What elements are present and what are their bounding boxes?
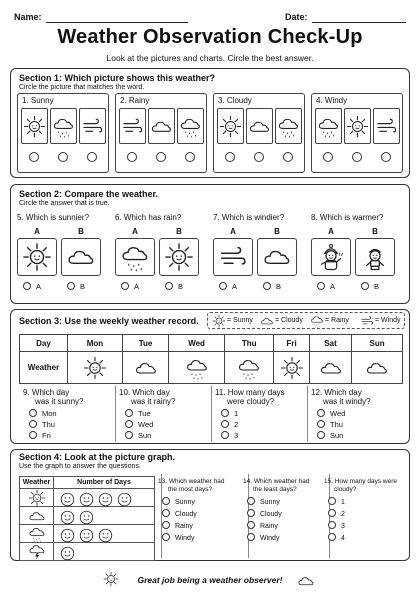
answer-bubble[interactable] bbox=[225, 152, 235, 162]
smiley-face-icon bbox=[79, 510, 94, 525]
footer-cloud-icon bbox=[297, 572, 315, 590]
answer-option[interactable] bbox=[247, 497, 280, 506]
legend-label: = Rainy bbox=[325, 317, 349, 324]
answer-bubble[interactable] bbox=[328, 509, 336, 517]
cloud-icon bbox=[150, 115, 173, 138]
graph-row-weather bbox=[20, 507, 54, 525]
choice-b-option[interactable] bbox=[361, 282, 379, 291]
choice-a-picture[interactable] bbox=[311, 238, 351, 276]
choice-a-letter: A bbox=[230, 227, 236, 236]
choice-b-option[interactable] bbox=[67, 282, 85, 291]
rain-icon bbox=[52, 115, 75, 138]
section-4-title: Section 4: Look at the picture graph. bbox=[19, 452, 176, 462]
wind-icon bbox=[375, 115, 398, 138]
record-question-line1: 9. Which day bbox=[23, 388, 70, 397]
graph-row-count bbox=[54, 543, 155, 561]
choice-a-text: A bbox=[134, 282, 140, 291]
compare-question: 5. Which is sunnier? bbox=[17, 213, 90, 222]
graph-row-weather bbox=[20, 543, 54, 561]
answer-bubble[interactable] bbox=[317, 409, 325, 417]
section-1 bbox=[10, 68, 410, 178]
answer-option[interactable] bbox=[317, 409, 345, 418]
rain-icon bbox=[120, 242, 150, 272]
answer-option-text: Mon bbox=[42, 409, 57, 418]
answer-bubble[interactable] bbox=[125, 431, 133, 439]
rain-icon bbox=[28, 525, 46, 543]
answer-bubble[interactable] bbox=[87, 152, 97, 162]
answer-option-text: Sunny bbox=[175, 499, 195, 506]
picture-choice[interactable] bbox=[50, 108, 77, 144]
choice-a-letter: A bbox=[34, 227, 40, 236]
sun-icon bbox=[346, 115, 369, 138]
section-2-subtitle: Circle the answer that is true. bbox=[19, 200, 110, 207]
picture-choice[interactable] bbox=[246, 108, 273, 144]
section-1-title: Section 1: Which picture shows this weather? bbox=[19, 73, 216, 83]
answer-option-text: Wed bbox=[330, 409, 346, 418]
section-4-subtitle: Use the graph to answer the questions. bbox=[19, 463, 141, 470]
choice-b-picture[interactable] bbox=[61, 238, 101, 276]
answer-option-text: Tue bbox=[138, 409, 151, 418]
weather-cell bbox=[122, 352, 168, 384]
answer-option[interactable] bbox=[328, 509, 345, 518]
section-2-title: Section 2: Compare the weather. bbox=[19, 189, 159, 199]
match-card bbox=[213, 93, 305, 173]
answer-bubble[interactable] bbox=[254, 152, 264, 162]
section-3 bbox=[10, 309, 410, 444]
picture-choice[interactable] bbox=[21, 108, 48, 144]
section-3-title: Section 3: Use the weekly weather record. bbox=[19, 316, 199, 326]
choice-b-letter: B bbox=[274, 227, 280, 236]
match-card bbox=[17, 93, 109, 173]
picture-choice[interactable] bbox=[148, 108, 175, 144]
choice-b-option[interactable] bbox=[263, 282, 281, 291]
graph-row-count bbox=[54, 525, 155, 543]
graph-question-line: the least days? bbox=[253, 486, 297, 493]
cloud-icon bbox=[319, 356, 343, 380]
answer-bubble[interactable] bbox=[247, 533, 255, 541]
legend-label: = Cloudy bbox=[275, 317, 303, 324]
graph-question-line: 15. How many days were bbox=[324, 478, 397, 485]
date-label: Date: bbox=[285, 12, 308, 22]
answer-option[interactable] bbox=[125, 409, 151, 418]
choice-a-option[interactable] bbox=[121, 282, 139, 291]
choice-b-text: B bbox=[178, 282, 184, 291]
answer-bubble[interactable] bbox=[156, 152, 166, 162]
picture-choice[interactable] bbox=[217, 108, 244, 144]
answer-option[interactable] bbox=[125, 420, 153, 429]
record-question-line2: was it windy? bbox=[323, 397, 371, 406]
answer-bubble[interactable] bbox=[361, 282, 369, 290]
wind-icon bbox=[218, 242, 248, 272]
answer-option[interactable] bbox=[317, 420, 343, 429]
answer-option[interactable] bbox=[317, 431, 343, 440]
graph-question-line: the most days? bbox=[168, 486, 213, 493]
picture-choice[interactable] bbox=[119, 108, 146, 144]
answer-option[interactable] bbox=[221, 420, 238, 429]
answer-option-text: Wed bbox=[138, 420, 154, 429]
name-line[interactable] bbox=[46, 22, 188, 23]
answer-option[interactable] bbox=[328, 521, 345, 530]
graph-row-weather bbox=[20, 489, 54, 507]
section-4 bbox=[10, 449, 410, 561]
sun-icon bbox=[280, 356, 304, 380]
sun-icon bbox=[23, 115, 46, 138]
choice-b-picture[interactable] bbox=[257, 238, 297, 276]
footer-message: Great job being a weather observer! bbox=[137, 575, 283, 585]
date-line[interactable] bbox=[312, 22, 406, 23]
match-card-label: 1. Sunny bbox=[22, 96, 54, 105]
sun-icon bbox=[28, 489, 46, 507]
weather-cell bbox=[68, 352, 123, 384]
answer-option-text: Fri bbox=[42, 431, 51, 440]
record-question-line2: were cloudy? bbox=[227, 397, 275, 406]
compare-question: 6. Which has rain? bbox=[115, 213, 182, 222]
compare-question: 8. Which is warmer? bbox=[311, 213, 384, 222]
choice-b-letter: B bbox=[372, 227, 378, 236]
choice-a-picture[interactable] bbox=[115, 238, 155, 276]
choice-b-letter: B bbox=[176, 227, 182, 236]
answer-bubble[interactable] bbox=[352, 152, 362, 162]
answer-bubble[interactable] bbox=[317, 431, 325, 439]
picture-choice[interactable] bbox=[344, 108, 371, 144]
answer-bubble[interactable] bbox=[29, 420, 37, 428]
choice-b-picture[interactable] bbox=[159, 238, 199, 276]
answer-option-text: Windy bbox=[260, 535, 280, 542]
answer-option[interactable] bbox=[29, 431, 51, 440]
answer-option-text: 2 bbox=[234, 420, 239, 429]
answer-option[interactable] bbox=[29, 409, 57, 418]
smiley-face-icon bbox=[98, 492, 113, 507]
sun-icon bbox=[83, 356, 107, 380]
answer-option-text: Rainy bbox=[260, 523, 278, 530]
picture-choice[interactable] bbox=[79, 108, 106, 144]
answer-option[interactable] bbox=[328, 497, 345, 506]
answer-bubble[interactable] bbox=[221, 431, 229, 439]
rain-icon bbox=[310, 314, 324, 328]
match-card bbox=[311, 93, 403, 173]
summer-child-icon bbox=[360, 242, 390, 272]
answer-option-text: Cloudy bbox=[175, 511, 197, 518]
day-cell: Thu bbox=[225, 335, 274, 352]
choice-b-text: B bbox=[374, 282, 380, 291]
rain-icon bbox=[185, 356, 209, 380]
smiley-face-icon bbox=[98, 528, 113, 543]
answer-bubble[interactable] bbox=[58, 152, 68, 162]
page-title: Weather Observation Check-Up bbox=[57, 26, 363, 48]
record-question-line1: 12. Which day bbox=[311, 388, 362, 397]
picture-choice[interactable] bbox=[177, 108, 204, 144]
choice-a-picture[interactable] bbox=[213, 238, 253, 276]
wind-icon bbox=[360, 314, 374, 328]
weather-cell bbox=[225, 352, 274, 384]
smiley-face-icon bbox=[117, 492, 132, 507]
answer-option-text: Windy bbox=[175, 535, 195, 542]
day-cell: Sat bbox=[309, 335, 351, 352]
day-cell: Mon bbox=[68, 335, 123, 352]
answer-bubble[interactable] bbox=[29, 431, 37, 439]
thunder-icon bbox=[28, 543, 46, 561]
cloud-icon bbox=[262, 242, 292, 272]
answer-option-text: 1 bbox=[234, 409, 239, 418]
day-header: Day bbox=[20, 335, 68, 352]
cloud-icon bbox=[66, 242, 96, 272]
answer-option[interactable] bbox=[247, 521, 278, 530]
answer-bubble[interactable] bbox=[125, 409, 133, 417]
answer-bubble[interactable] bbox=[247, 521, 255, 529]
choice-a-picture[interactable] bbox=[17, 238, 57, 276]
smiley-face-icon bbox=[60, 492, 75, 507]
choice-a-option[interactable] bbox=[219, 282, 237, 291]
graph-row-count bbox=[54, 507, 155, 525]
choice-a-text: A bbox=[36, 282, 42, 291]
choice-b-letter: B bbox=[78, 227, 84, 236]
sun-icon bbox=[164, 242, 194, 272]
answer-option-text: Sun bbox=[330, 431, 344, 440]
graph-row-weather bbox=[20, 525, 54, 543]
day-cell: Wed bbox=[169, 335, 225, 352]
smiley-face-icon bbox=[60, 528, 75, 543]
answer-bubble[interactable] bbox=[328, 521, 336, 529]
answer-option-text: Thu bbox=[42, 420, 55, 429]
weather-row-label: Weather bbox=[20, 352, 68, 384]
answer-bubble[interactable] bbox=[381, 152, 391, 162]
choice-a-letter: A bbox=[132, 227, 138, 236]
weather-cell bbox=[309, 352, 351, 384]
answer-bubble[interactable] bbox=[127, 152, 137, 162]
answer-option[interactable] bbox=[162, 533, 194, 542]
picture-choice[interactable] bbox=[315, 108, 342, 144]
answer-bubble[interactable] bbox=[121, 282, 129, 290]
weather-cell bbox=[274, 352, 309, 384]
answer-bubble[interactable] bbox=[29, 152, 39, 162]
answer-bubble[interactable] bbox=[67, 282, 75, 290]
answer-option-text: 2 bbox=[341, 511, 345, 518]
cloud-icon bbox=[365, 356, 389, 380]
rain-icon bbox=[179, 115, 202, 138]
answer-bubble[interactable] bbox=[328, 497, 336, 505]
match-card-label: 4. Windy bbox=[316, 96, 348, 105]
answer-option[interactable] bbox=[29, 420, 55, 429]
sun-icon bbox=[22, 242, 52, 272]
cloud-icon bbox=[260, 314, 274, 328]
answer-bubble[interactable] bbox=[125, 420, 133, 428]
choice-a-text: A bbox=[232, 282, 238, 291]
choice-b-text: B bbox=[276, 282, 282, 291]
answer-bubble[interactable] bbox=[221, 420, 229, 428]
answer-bubble[interactable] bbox=[23, 282, 31, 290]
winter-child-icon bbox=[316, 242, 346, 272]
answer-bubble[interactable] bbox=[162, 521, 170, 529]
sun-icon bbox=[219, 115, 242, 138]
answer-option-text: 3 bbox=[234, 431, 239, 440]
section-1-subtitle: Circle the picture that matches the word. bbox=[19, 84, 145, 91]
answer-option-text: Sun bbox=[138, 431, 152, 440]
smiley-face-icon bbox=[79, 528, 94, 543]
answer-bubble[interactable] bbox=[165, 282, 173, 290]
smiley-face-icon bbox=[60, 510, 75, 525]
choice-b-text: B bbox=[80, 282, 86, 291]
picture-choice[interactable] bbox=[275, 108, 302, 144]
graph-question-line: 14. Which weather had bbox=[243, 478, 310, 485]
rain-icon bbox=[317, 115, 340, 138]
graph-col-days: Number of Days bbox=[54, 477, 155, 489]
compare-question: 7. Which is windier? bbox=[213, 213, 285, 222]
weather-cell bbox=[352, 352, 403, 384]
match-card bbox=[115, 93, 207, 173]
weather-key bbox=[207, 312, 405, 329]
graph-question-line: cloudy? bbox=[334, 486, 357, 493]
record-question-line2: was it sunny? bbox=[35, 397, 84, 406]
answer-option-text: 3 bbox=[341, 523, 345, 530]
sun-icon bbox=[212, 314, 226, 328]
answer-option-text: Cloudy bbox=[260, 511, 282, 518]
answer-bubble[interactable] bbox=[162, 509, 170, 517]
graph-row-count bbox=[54, 489, 155, 507]
graph-question-line: 13. Which weather had bbox=[158, 478, 225, 485]
record-question-line1: 10. Which day bbox=[119, 388, 170, 397]
answer-option[interactable] bbox=[162, 497, 195, 506]
answer-option-text: 1 bbox=[341, 499, 345, 506]
answer-bubble[interactable] bbox=[247, 509, 255, 517]
legend-label: = Sunny bbox=[227, 317, 253, 324]
answer-bubble[interactable] bbox=[263, 282, 271, 290]
answer-bubble[interactable] bbox=[323, 152, 333, 162]
section-2 bbox=[10, 184, 410, 304]
choice-a-option[interactable] bbox=[23, 282, 41, 291]
picture-choice[interactable] bbox=[373, 108, 400, 144]
smiley-face-icon bbox=[60, 546, 75, 561]
answer-option-text: Sunny bbox=[260, 499, 280, 506]
answer-bubble[interactable] bbox=[29, 409, 37, 417]
answer-option-text: Thu bbox=[330, 420, 343, 429]
answer-bubble[interactable] bbox=[317, 420, 325, 428]
wind-icon bbox=[121, 115, 144, 138]
weekly-weather-table bbox=[19, 334, 403, 384]
answer-bubble[interactable] bbox=[162, 533, 170, 541]
answer-option[interactable] bbox=[162, 509, 197, 518]
day-cell: Fri bbox=[274, 335, 309, 352]
answer-bubble[interactable] bbox=[247, 497, 255, 505]
answer-bubble[interactable] bbox=[162, 497, 170, 505]
wind-icon bbox=[81, 115, 104, 138]
smiley-face-icon bbox=[79, 492, 94, 507]
cloud-icon bbox=[248, 115, 271, 138]
answer-option[interactable] bbox=[221, 431, 238, 440]
graph-col-weather: Weather bbox=[20, 477, 54, 489]
rain-icon bbox=[277, 115, 300, 138]
choice-b-picture[interactable] bbox=[355, 238, 395, 276]
picture-graph bbox=[19, 476, 155, 561]
choice-a-letter: A bbox=[328, 227, 334, 236]
answer-option[interactable] bbox=[247, 509, 282, 518]
choice-a-option[interactable] bbox=[317, 282, 335, 291]
answer-bubble[interactable] bbox=[317, 282, 325, 290]
answer-bubble[interactable] bbox=[185, 152, 195, 162]
answer-option[interactable] bbox=[328, 533, 345, 542]
choice-a-text: A bbox=[330, 282, 336, 291]
answer-option[interactable] bbox=[125, 431, 151, 440]
weather-cell bbox=[169, 352, 225, 384]
rain-icon bbox=[237, 356, 261, 380]
cloud-icon bbox=[28, 507, 46, 525]
answer-bubble[interactable] bbox=[219, 282, 227, 290]
answer-option-text: Rainy bbox=[175, 523, 193, 530]
answer-option-text: 4 bbox=[341, 535, 345, 542]
legend-label: = Windy bbox=[375, 317, 401, 324]
cloud-icon bbox=[134, 356, 158, 380]
name-label: Name: bbox=[14, 12, 42, 22]
record-question-line1: 11. How many days bbox=[215, 388, 285, 397]
day-cell: Tue bbox=[122, 335, 168, 352]
answer-option[interactable] bbox=[221, 409, 238, 418]
answer-bubble[interactable] bbox=[328, 533, 336, 541]
choice-b-option[interactable] bbox=[165, 282, 183, 291]
day-cell: Sun bbox=[352, 335, 403, 352]
record-question-line2: was it rainy? bbox=[131, 397, 176, 406]
match-card-label: 3. Cloudy bbox=[218, 96, 252, 105]
answer-option[interactable] bbox=[247, 533, 279, 542]
answer-option[interactable] bbox=[162, 521, 193, 530]
answer-bubble[interactable] bbox=[221, 409, 229, 417]
answer-bubble[interactable] bbox=[283, 152, 293, 162]
match-card-label: 2. Rainy bbox=[120, 96, 150, 105]
page-subtitle: Look at the pictures and charts. Circle the best answer. bbox=[106, 53, 314, 63]
